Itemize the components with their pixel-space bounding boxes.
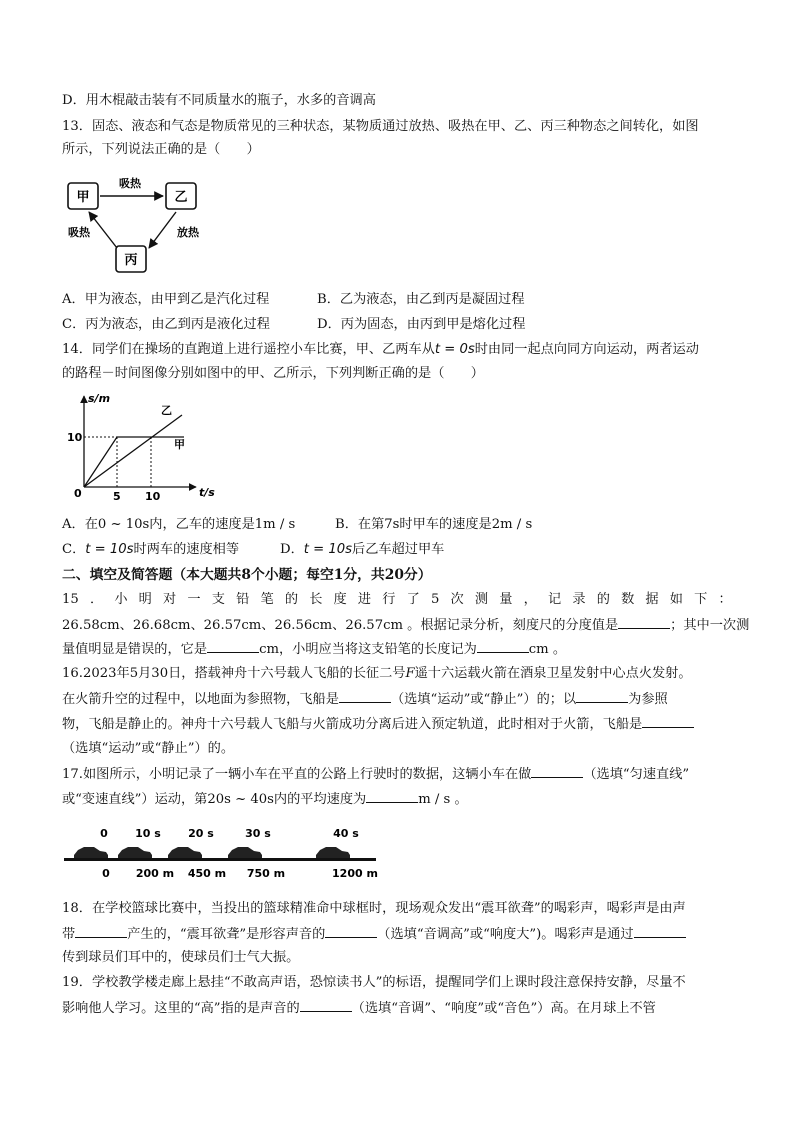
box-yi-label: 乙 [174, 190, 188, 205]
q16-line2-tail: 为参照 [628, 692, 668, 707]
origin-label: 0 [74, 487, 82, 500]
answer-blank[interactable] [300, 998, 352, 1012]
q15-char: 铅 [236, 592, 250, 607]
q19-line2-tail: （选填“音调”、“响度”或“音色”）高。在月球上不管 [351, 1001, 656, 1016]
q14-option-b: B．在第7s时甲车的速度是2m / s [335, 517, 533, 532]
q13-option-b: B．乙为液态，由乙到丙是凝固过程 [317, 292, 525, 307]
q14-st-graph [62, 390, 222, 502]
q18-line3: 传到球员们耳中的，使球员们士气大振。 [62, 950, 300, 965]
q13-options-row2 [62, 315, 525, 335]
q15-char: 5 [430, 592, 440, 607]
q18-line2-mid: 产生的，“震耳欲聋”是形容声音的 [127, 927, 326, 942]
answer-blank[interactable] [531, 764, 583, 778]
q15-char: 据 [645, 592, 659, 607]
time-label: 30 s [245, 827, 271, 840]
q15-char: 次 [450, 592, 464, 607]
q14-options-row2 [62, 540, 444, 560]
q15-char: 如 [669, 592, 683, 607]
q15-line3-mid: cm，小明应当将这支铅笔的长度记为 [259, 642, 477, 657]
answer-blank[interactable] [618, 615, 670, 629]
q15-char: 行 [382, 592, 396, 607]
q15-line1 [62, 590, 732, 610]
q15-char: ， [523, 592, 537, 607]
series-jia-label: 甲 [174, 438, 185, 451]
q18-line2 [62, 924, 686, 945]
q19-line1: 19．学校教学楼走廊上悬挂“不敢高声语，恐惊读书人”的标语，提醒同学们上课时段注意保持安静，尽量不 [62, 975, 686, 990]
q15-char: 度 [333, 592, 347, 607]
label-top-heat: 吸热 [119, 177, 141, 190]
q15-line2-text: 26.58cm、26.68cm、26.57cm、26.56cm、26.57cm 。根据记录分析，刻度尺的分度值是 [62, 618, 619, 633]
distance-label: 750 m [246, 867, 286, 880]
x-tick-10: 10 [145, 490, 161, 502]
q17-car-diagram [62, 825, 382, 885]
q17-line2-tail: m / s 。 [418, 792, 468, 807]
distance-label: 0 [102, 867, 110, 880]
q18-line2-text: 带 [62, 927, 76, 942]
q15-char: 的 [284, 592, 299, 607]
q14-option-d [280, 540, 444, 560]
q15-char: 长 [309, 592, 323, 607]
q12-option-d: D．用木棍敲击装有不同质量水的瓶子，水多的音调高 [62, 93, 376, 108]
q14-option-a: A．在0 ~ 10s内，乙车的速度是1m / s [62, 517, 296, 532]
answer-blank[interactable] [634, 924, 686, 938]
arrow-bing-to-jia [89, 212, 117, 248]
answer-blank[interactable] [207, 639, 259, 653]
q16-line1 [62, 664, 692, 684]
y-axis-label: s/m [88, 392, 111, 405]
series-yi-label: 乙 [161, 404, 172, 417]
answer-blank[interactable] [642, 714, 694, 728]
label-right-heat: 放热 [177, 226, 199, 239]
series-jia-line [84, 437, 184, 487]
q15-char: 笔 [260, 592, 274, 607]
q17-line1-text: 17.如图所示，小明记录了一辆小车在平直的公路上行驶时的数据，这辆小车在做 [62, 767, 532, 782]
y-tick-10: 10 [67, 431, 83, 444]
q14-stem-line1 [62, 340, 699, 360]
q14-option-c-text: 时两车的速度相等 [133, 542, 240, 557]
q15-char: 进 [357, 592, 372, 607]
q15-line3-tail: cm 。 [528, 642, 567, 657]
distance-label: 1200 m [332, 867, 378, 880]
q17-line2-text: 或“变速直线”）运动，第20s ~ 40s内的平均速度为 [62, 792, 367, 807]
q15-line3-text: 量值明显是错误的，它是 [62, 642, 208, 657]
q16-line4: （选填“运动”或“静止”）的。 [62, 741, 235, 756]
q14-options-row1 [62, 515, 532, 535]
q19-line2 [62, 998, 656, 1019]
q13-option-d: D．丙为固态，由丙到甲是熔化过程 [317, 317, 526, 332]
x-tick-5: 5 [113, 490, 121, 502]
q15-char: 下 [694, 592, 708, 607]
q15-char: 录 [572, 592, 586, 607]
q18-line1: 18．在学校篮球比赛中，当投出的篮球精准命中球框时，现场观众发出“震耳欲聋”的喝彩声，喝彩声是由声 [62, 901, 686, 916]
label-left-heat: 吸热 [68, 226, 90, 239]
q13-options-row1 [62, 290, 525, 310]
answer-blank[interactable] [75, 924, 127, 938]
q13-stem-line2: 所示，下列说法正确的是（ ） [62, 142, 260, 157]
q15-line2 [62, 615, 749, 636]
time-label: 10 s [135, 827, 161, 840]
distance-label: 200 m [135, 867, 175, 880]
q16-line1-tail: 遥十六运载火箭在酒泉卫星发射中心点火发射。 [414, 666, 692, 681]
section-2-heading: 二、填空及简答题（本大题共8个小题；每空1分，共20分） [62, 567, 432, 583]
q15-char: 的 [596, 592, 610, 607]
q15-char: 记 [547, 592, 562, 607]
q15-line3 [62, 639, 566, 660]
q16-line2-text: 在火箭升空的过程中，以地面为参照物，飞船是 [62, 692, 339, 707]
q14-option-c [62, 540, 280, 560]
x-axis-label: t/s [199, 486, 215, 499]
q13-option-c: C．丙为液态，由乙到丙是液化过程 [62, 317, 270, 332]
q14-option-c-prefix: C． [62, 542, 86, 557]
q16-line1-text: 16.2023年5月30日，搭载神舟十六号载人飞船的长征二号 [62, 666, 406, 681]
q13-option-a: A．甲为液态，由甲到乙是汽化过程 [62, 292, 270, 307]
q15-char: 测 [474, 592, 489, 607]
answer-blank[interactable] [477, 639, 529, 653]
q15-char: 一 [187, 592, 201, 607]
q18-line2-mid2: （选填“音调高”或“响度大”)。喝彩声是通过 [377, 927, 634, 942]
q14-t0: t = 0s [434, 342, 475, 357]
q15-char: 量 [499, 592, 513, 607]
series-yi-line [84, 415, 182, 487]
q16-line3-text: 物，飞船是静止的。神舟十六号载人飞船与火箭成功分离后进入预定轨道，此时相对于火箭，飞船是 [62, 717, 643, 732]
q15-char: 对 [163, 592, 177, 607]
q14-option-d-prefix: D． [280, 542, 304, 557]
q16-line2 [62, 689, 668, 710]
q14-stem-part-a: 14．同学们在操场的直跑道上进行遥控小车比赛，甲、乙两车从 [62, 342, 435, 357]
q14-option-d-math: t = 10s [303, 542, 353, 557]
q17-line1-tail: （选填“匀速直线” [583, 767, 690, 782]
q15-line2-tail: ；其中一次测 [670, 618, 750, 633]
q15-char: 小 [114, 592, 128, 607]
q15-char: 了 [406, 592, 420, 607]
time-label: 0 [100, 827, 108, 840]
q15-char: 明 [138, 592, 152, 607]
q17-line2 [62, 789, 468, 810]
q15-char: 数 [621, 592, 635, 607]
time-label: 20 s [188, 827, 214, 840]
q16-f-symbol: F [405, 666, 415, 681]
q15-char: ： [718, 592, 732, 607]
box-jia-label: 甲 [76, 190, 90, 205]
q14-option-d-text: 后乙车超过甲车 [352, 542, 445, 557]
answer-blank[interactable] [325, 924, 377, 938]
q13-stem-line1: 13．固态、液态和气态是物质常见的三种状态，某物质通过放热、吸热在甲、乙、丙三种物态之间转化，如图 [62, 119, 699, 134]
box-bing-label: 丙 [124, 253, 138, 268]
answer-blank[interactable] [339, 689, 391, 703]
q14-stem-line2: 的路程－时间图像分别如图中的甲、乙所示，下列判断正确的是（ ） [62, 366, 484, 381]
arrow-yi-to-bing [149, 212, 176, 248]
q14-option-c-math: t = 10s [85, 542, 134, 557]
answer-blank[interactable] [576, 689, 628, 703]
q15-char: 15 [62, 592, 79, 607]
answer-blank[interactable] [366, 789, 418, 803]
road [64, 858, 376, 861]
q19-line2-text: 影响他人学习。这里的“高”指的是声音的 [62, 1001, 300, 1016]
q15-char: 支 [211, 592, 225, 607]
q16-line3 [62, 714, 694, 735]
q17-line1 [62, 764, 689, 785]
distance-label: 450 m [187, 867, 227, 880]
q15-char: ． [89, 592, 104, 607]
time-label: 40 s [333, 827, 359, 840]
q14-stem-part-b: 时由同一起点向同方向运动，两者运动 [474, 342, 699, 357]
q13-state-diagram [62, 172, 222, 278]
q16-line2-mid: （选填“运动”或“静止”）的；以 [390, 692, 577, 707]
